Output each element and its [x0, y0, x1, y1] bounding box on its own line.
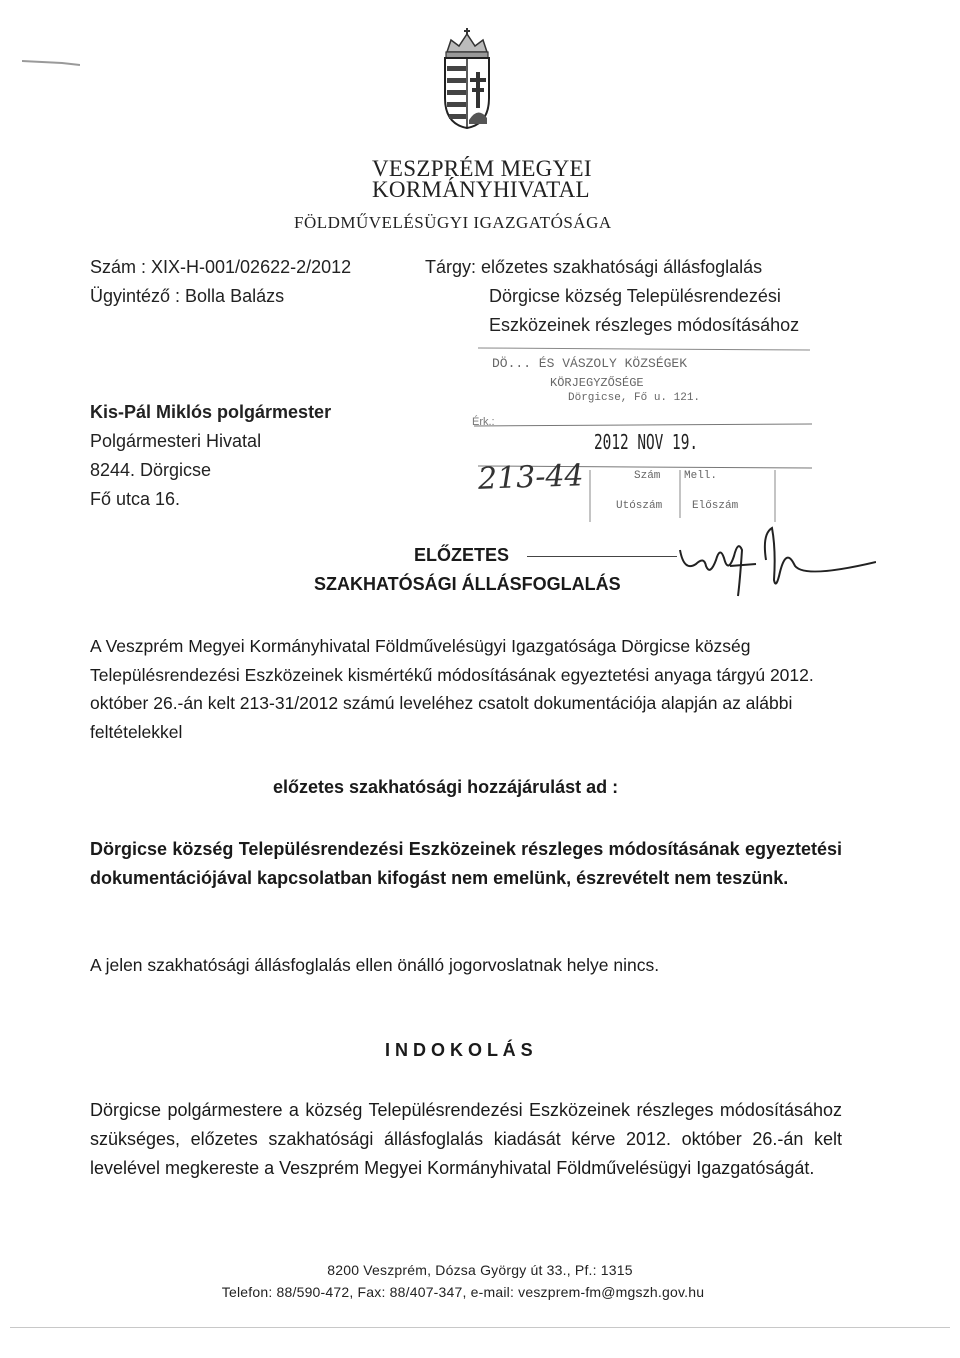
title-line1: ELŐZETES [414, 545, 510, 565]
stamp-handwritten-number: 213-44 [477, 458, 585, 497]
stamp-received-label: Érk.: [472, 416, 495, 428]
stamp-line1: DÖ... ÉS VÁSZOLY KÖZSÉGEK [492, 356, 688, 371]
stamp-szam-label: Szám [634, 470, 661, 482]
reference-number: Szám : XIX-H-001/02622-2/2012 [90, 257, 352, 277]
recipient-city: 8244. Dörgicse [90, 460, 212, 480]
justification-paragraph: Dörgicse polgármestere a község Településrendezési Eszközeinek részleges módosításához szükséges, előzetes szakhatósági állásfoglalás kiadását kérve 2012. október 26.-án kelt levelével megkereste a Veszprém Megyei Kormányhivatal Földművelésügyi Igazgatóságát. [90, 1100, 842, 1178]
case-officer: Ügyintéző : Bolla Balázs [90, 286, 285, 306]
department-name: FÖLDMŰVELÉSÜGYI IGAZGATÓSÁGA [294, 213, 612, 232]
subject-line3: Eszközeinek részleges módosításához [489, 315, 800, 335]
office-name-line2: KORMÁNYHIVATAL [372, 177, 590, 202]
recipient-name: Kis-Pál Miklós polgármester [90, 402, 332, 422]
footer-address: 8200 Veszprém, Dózsa György út 33., Pf.: 1315 [327, 1262, 633, 1278]
stamp-utoszam-label: Utószám [616, 500, 663, 512]
bottom-rule [10, 1327, 950, 1328]
office-name-line1: VESZPRÉM MEGYEI [372, 156, 592, 181]
recipient-street: Fő utca 16. [90, 489, 181, 509]
appeal-note: A jelen szakhatósági állásfoglalás ellen önálló jogorvoslatnak helye nincs. [90, 955, 660, 975]
title-rule [527, 556, 677, 557]
justification-title: I N D O K O L Á S [385, 1040, 533, 1060]
handwritten-signature [676, 520, 876, 600]
recipient-office: Polgármesteri Hivatal [90, 431, 262, 451]
registration-stamp [470, 346, 816, 524]
consent-statement: előzetes szakhatósági hozzájárulást ad : [273, 777, 619, 797]
decision-paragraph: Dörgicse község Településrendezési Eszközeinek részleges módosításának egyeztetési dokumentációjával kapcsolatban kifogást nem emelünk, észrevételt nem teszünk. [90, 839, 842, 888]
coat-of-arms-emblem [437, 28, 497, 130]
stamp-date: 2012 NOV 19. [594, 430, 699, 454]
footer-contact: Telefon: 88/590-472, Fax: 88/407-347, e-mail: veszprem-fm@mgszh.gov.hu [221, 1284, 705, 1300]
stamp-melleklet-label: Mell. [684, 470, 718, 482]
corner-mark [22, 54, 80, 64]
subject-line2: Dörgicse község Településrendezési [489, 286, 781, 306]
title-line2: SZAKHATÓSÁGI ÁLLÁSFOGLALÁS [314, 574, 621, 594]
subject-line1: Tárgy: előzetes szakhatósági állásfoglalás [425, 257, 763, 277]
intro-paragraph: A Veszprém Megyei Kormányhivatal Földművelésügyi Igazgatósága Dörgicse község Településrendezési Eszközeinek kismértékű módosításának egyeztetési anyaga tárgyú 2012. október 26.-án kelt 213-31/2012 számú leveléhez csatolt dokumentációja alapján az alábbi feltételekkel [90, 636, 814, 742]
stamp-line3: Dörgicse, Fő u. 121. [568, 392, 701, 404]
stamp-eloszam-label: Előszám [692, 500, 739, 512]
stamp-line2: KÖRJEGYZŐSÉGE [550, 376, 644, 390]
